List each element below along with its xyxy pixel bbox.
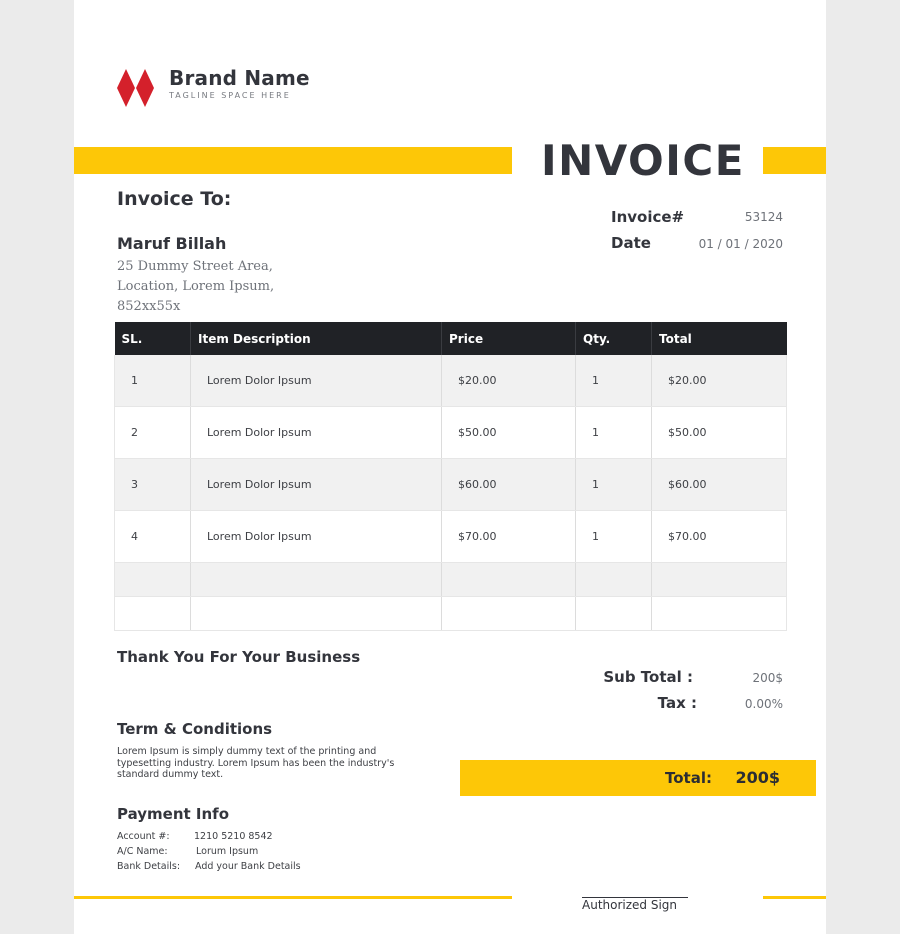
logo-diamond-right bbox=[136, 69, 154, 107]
red-diamonds-icon bbox=[117, 68, 155, 108]
cell-sl: 4 bbox=[115, 511, 191, 563]
cell-empty bbox=[442, 597, 576, 631]
cell-price: $60.00 bbox=[442, 459, 576, 511]
brand-tagline: TAGLINE SPACE HERE bbox=[169, 91, 291, 100]
total-box bbox=[460, 760, 816, 796]
subtotal-label: Sub Total : bbox=[603, 668, 693, 686]
cell-total: $60.00 bbox=[652, 459, 787, 511]
cell-description: Lorem Dolor Ipsum bbox=[191, 459, 442, 511]
cell-empty bbox=[191, 563, 442, 597]
tax-value: 0.00% bbox=[744, 697, 783, 711]
subtotal-value: 200$ bbox=[752, 671, 783, 685]
date-value: 01 / 01 / 2020 bbox=[698, 237, 783, 251]
table-row bbox=[115, 511, 787, 563]
brand-name: Brand Name bbox=[169, 66, 310, 90]
cell-empty bbox=[442, 563, 576, 597]
thank-you-message: Thank You For Your Business bbox=[117, 648, 361, 666]
cell-total: $20.00 bbox=[652, 355, 787, 407]
cell-empty bbox=[576, 563, 652, 597]
cell-description: Lorem Dolor Ipsum bbox=[191, 407, 442, 459]
cell-qty: 1 bbox=[576, 459, 652, 511]
total-value: 200$ bbox=[735, 768, 780, 787]
address-line-2: Location, Lorem Ipsum, bbox=[117, 279, 275, 294]
invoice-number-value: 53124 bbox=[744, 210, 783, 224]
cell-description: Lorem Dolor Ipsum bbox=[191, 355, 442, 407]
payment-info-heading: Payment Info bbox=[117, 805, 229, 823]
authorized-sign-label: Authorized Sign bbox=[582, 898, 678, 912]
table-row bbox=[115, 407, 787, 459]
total-label: Total: bbox=[665, 769, 712, 787]
address-line-3: 852xx55x bbox=[117, 299, 181, 314]
invoice-number-label: Invoice# bbox=[611, 208, 685, 226]
cell-price: $50.00 bbox=[442, 407, 576, 459]
cell-empty bbox=[115, 563, 191, 597]
table-row-empty bbox=[115, 563, 787, 597]
bottom-accent-line-right bbox=[763, 896, 826, 899]
cell-price: $70.00 bbox=[442, 511, 576, 563]
accent-bar-right bbox=[763, 147, 826, 174]
account-number-value: 1210 5210 8542 bbox=[194, 831, 273, 842]
invoice-to-heading: Invoice To: bbox=[117, 188, 232, 210]
table-row bbox=[115, 355, 787, 407]
bank-details-value: Add your Bank Details bbox=[195, 861, 301, 872]
cell-empty bbox=[191, 597, 442, 631]
cell-qty: 1 bbox=[576, 511, 652, 563]
items-table bbox=[114, 322, 787, 631]
cell-description: Lorem Dolor Ipsum bbox=[191, 511, 442, 563]
cell-qty: 1 bbox=[576, 355, 652, 407]
cell-qty: 1 bbox=[576, 407, 652, 459]
bottom-accent-line-left bbox=[74, 896, 512, 899]
col-header-total: Total bbox=[652, 322, 787, 355]
cell-empty bbox=[115, 597, 191, 631]
table-header-row bbox=[115, 322, 787, 355]
cell-total: $70.00 bbox=[652, 511, 787, 563]
terms-heading: Term & Conditions bbox=[117, 720, 273, 738]
invoice-title: INVOICE bbox=[541, 136, 745, 185]
account-name-label: A/C Name: bbox=[117, 846, 168, 857]
accent-bar-left bbox=[74, 147, 512, 174]
cell-total: $50.00 bbox=[652, 407, 787, 459]
cell-empty bbox=[652, 597, 787, 631]
account-number-label: Account #: bbox=[117, 831, 170, 842]
col-header-qty: Qty. bbox=[576, 322, 652, 355]
col-header-sl: SL. bbox=[115, 322, 191, 355]
tax-label: Tax : bbox=[657, 694, 697, 712]
col-header-description: Item Description bbox=[191, 322, 442, 355]
table-row-empty bbox=[115, 597, 787, 631]
address-line-1: 25 Dummy Street Area, bbox=[117, 259, 273, 274]
date-label: Date bbox=[611, 234, 651, 252]
cell-sl: 2 bbox=[115, 407, 191, 459]
cell-empty bbox=[576, 597, 652, 631]
client-name: Maruf Billah bbox=[117, 234, 227, 253]
account-name-value: Lorum Ipsum bbox=[196, 846, 259, 857]
cell-sl: 1 bbox=[115, 355, 191, 407]
col-header-price: Price bbox=[442, 322, 576, 355]
cell-empty bbox=[652, 563, 787, 597]
terms-text: Lorem Ipsum is simply dummy text of the printing and typesetting industry. Lorem Ipsum has been the industry's standard dummy text. bbox=[117, 746, 395, 780]
cell-price: $20.00 bbox=[442, 355, 576, 407]
invoice-page bbox=[74, 0, 826, 934]
bank-details-label: Bank Details: bbox=[117, 861, 181, 872]
table-row bbox=[115, 459, 787, 511]
cell-sl: 3 bbox=[115, 459, 191, 511]
logo-diamond-left bbox=[117, 69, 135, 107]
